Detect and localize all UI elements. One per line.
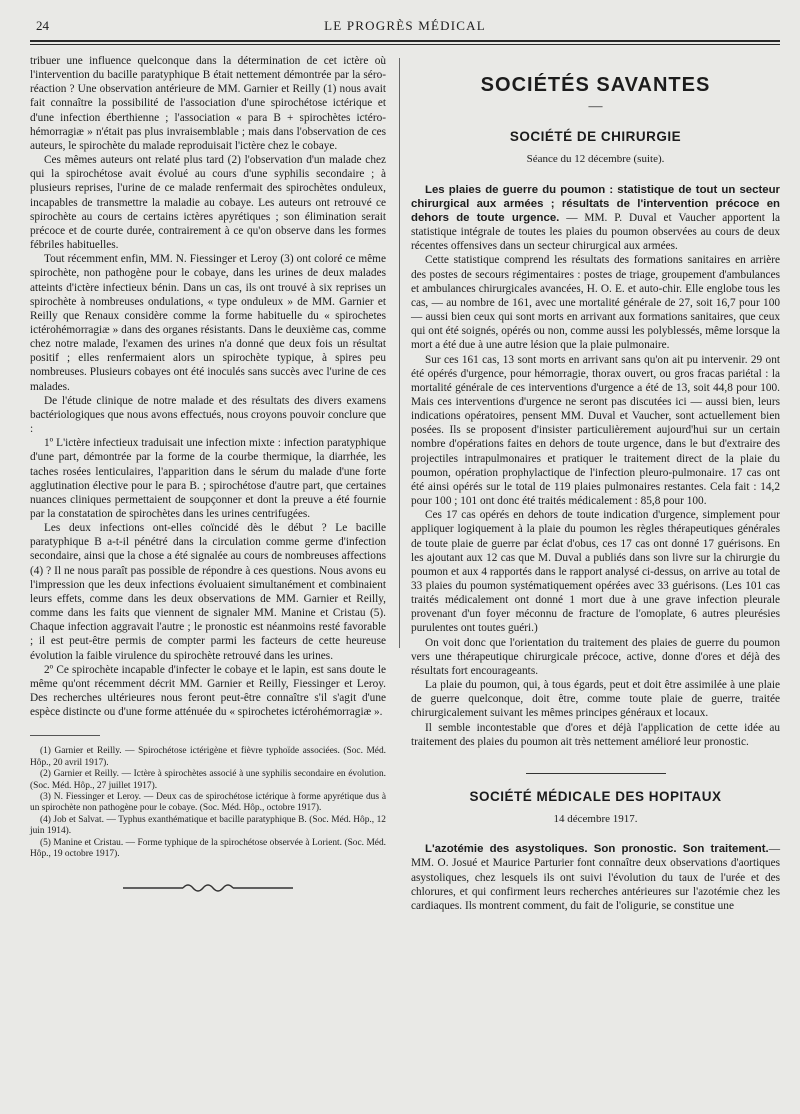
column-divider bbox=[399, 58, 400, 648]
lead-heading: Les plaies de guerre du poumon : statistique de tout un secteur chirurgical aux armées ; résultats de l'intervention précoce en dehors de toute urgence. bbox=[411, 183, 780, 224]
lead-heading: L'azotémie des asystoliques. Son pronostic. Son traitement. bbox=[425, 843, 769, 856]
body-paragraph: Tout récemment enfin, MM. N. Fiessinger et Leroy (3) ont coloré ce même spirochète, non pathogène pour le cobaye, dans les urines de deux malades atteints d'ictère infectieux bénin. Dans un cas, ils ont trouvé à six reprises un spirochète à nombreuses ondulations, « type onduleux » de MM. Garnier et Reilly que Renaux considère comme la forme habituelle du « spirochetes ictérohémorragiæ » dans des organes résistants. Dans le deuxième cas, comme chez notre malade, l'examen des urines n'a donné que deux fois un résultat positif ; elles renfermaient alors un spirochète typique, à spires peu nombreuses. Plusieurs cobayes ont été inoculés sans succès avec l'urine de ces malades. bbox=[30, 253, 386, 393]
ornament-squiggle bbox=[30, 882, 386, 894]
body-paragraph: De l'étude clinique de notre malade et des résultats des divers examens bactériologiques que nous avons effectués, nous croyons pouvoir conclure que : bbox=[30, 394, 386, 436]
body-paragraph: On voit donc que l'orientation du traitement des plaies de guerre du poumon vers une thérapeutique chirurgicale précoce, active, donne d'ores et déjà des résultats fort encourageants. bbox=[411, 636, 780, 677]
lead-text: — MM. O. Josué et Maurice Parturier font connaître deux observations d'aortiques asystoliques, chez lesquels ils ont suivi l'évolution du taux de l'urée et des chlorures, et qui confirment leurs recherches antérieures sur l'azotémie chez les cardiaques. Ils montrent comment, du fait de l'oligurie, se constitue une bbox=[411, 843, 780, 912]
chirurgie-title: SOCIÉTÉ DE CHIRURGIE bbox=[509, 129, 682, 145]
header-rule bbox=[30, 40, 780, 45]
chirurgie-lead-paragraph bbox=[411, 183, 780, 254]
hopitaux-lead-paragraph bbox=[411, 842, 780, 913]
page-header bbox=[30, 14, 780, 40]
footnote: (4) Job et Salvat. — Typhus exanthématique et bacille paratyphique B. (Soc. Méd. Hôp., 12 juin 1914). bbox=[30, 814, 386, 837]
left-column bbox=[30, 54, 386, 894]
section-title: SOCIÉTÉS SAVANTES bbox=[480, 74, 711, 96]
footnote: (5) Manine et Cristau. — Forme typhique de la spirochétose observée à Lorient. (Soc. Méd. Hôp., 19 octobre 1917). bbox=[30, 837, 386, 859]
body-paragraph: Ces mêmes auteurs ont relaté plus tard (2) l'observation d'un malade chez qui la spirochétose avait évolué au cours d'une syphilis secondaire ; à plusieurs reprises, l'urine de ce malade renfermait des spirochètes onduleux, incapables de transmettre la maladie au cobaye. Les auteurs ont retrouvé ce spirochète au cours de certains ictères apyrétiques ; son élimination serait précoce et de courte durée, contrairement à ce qu'on observe dans les formes fébriles habituelles. bbox=[30, 154, 386, 252]
body-paragraph: Sur ces 161 cas, 13 sont morts en arrivant sans qu'on ait pu intervenir. 29 ont été opérés d'urgence, pour hémorragie, thorax ouvert, ou gros fracas pariétal : la mortalité générale de ces interventions d'urgence a été de 13, soit 44,8 pour 100. Mais ces interventions d'urgence ne seront pas discutées ici — aussi bien, leurs indications opératoires, pensent MM. Duval et Vaucher, sont actuellement bien posées. Ils se proposent d'insister particulièrement aujourd'hui sur un certain nombre d'opérations faites en dehors de toute urgence, dans le but d'extraire des projectiles intrapulmonaires et pratiquer le traitement direct de la plaie du poumon, opération prophylactique de l'infection pleuro-pulmonaire. 17 cas ont été ainsi opérés sur le total de 119 plaies pulmonaires restantes. Cela fait : 14,2 pour 100 ; 101 ont donc été traités médicalement : 85,8 pour 100. bbox=[411, 353, 780, 508]
footnote: (1) Garnier et Reilly. — Spirochétose ictérigène et fièvre typhoïde associées. (Soc. Méd. Hôp., 20 avril 1917). bbox=[30, 746, 386, 768]
body-paragraph: Les deux infections ont-elles coïncidé dès le début ? Le bacille paratyphique B a-t-il pénétré dans la circulation comme germe d'infection secondaire, ainsi que la chose a été signalée au cours de nombreuses affections (4) ? Il ne nous paraît pas possible de répondre à ces questions. Nous avons eu l'impression que les deux infections évoluaient simultanément et combinaient leurs effets, comme dans les deux observations de MM. Garnier et Reilly, comme dans les faits que viennent de signaler MM. Manine et Cristau (5). Chaque infection aggravait l'autre ; le pronostic est néanmoins resté favorable ; il est peut-être permis de compter parmi les facteurs de cette heureuse évolution la faible virulence du spirochète retrouvé dans les urines. bbox=[30, 522, 386, 662]
subsection-rule bbox=[526, 773, 666, 774]
seance-date: Séance du 12 décembre (suite). bbox=[526, 153, 665, 166]
footnote-separator bbox=[30, 735, 100, 736]
body-paragraph: Cette statistique comprend les résultats des formations sanitaires en arrière des postes de secours régimentaires : postes de triage, groupement d'ambulances et ambulances chirurgicales avancées, H. O. E. et auto-chir. Elle englobe tous les cas, — au nombre de 161, avec une mortalité générale de 27, soit 16,7 pour 100 — aussi bien ceux qui sont morts en arrivant aux formations sanitaires, que ceux qui ont été soignés, opérés ou non, comme aussi les polyblessés, même lorsque la mort a été due à une autre lésion que la plaie pulmonaire. bbox=[411, 254, 780, 352]
lead-text: — MM. P. Duval et Vaucher apportent la statistique intégrale de toutes les plaies du poumon observées au cours de deux récentes offensives dans un secteur chirurgical aux armées. bbox=[411, 211, 781, 253]
body-paragraph: Il semble incontestable que d'ores et déjà l'application de cette idée au traitement des plaies du poumon ait très nettement amélioré leur pronostic. bbox=[411, 721, 780, 748]
body-paragraph: 1º L'ictère infectieux traduisait une infection mixte : infection paratyphique d'une part, démontrée par la forme de la courbe thermique, la diarrhée, les taches rosées lenticulaires, l'apparition dans le sérum du malade d'une forte agglutination élective pour le para B. ; spirochétose d'autre part, que certaines nuances cliniques permettaient de soupçonner et dont la preuve a été fournie par la constatation de spirochètes dans les urines centrifugées. bbox=[30, 437, 386, 520]
body-paragraph: La plaie du poumon, qui, à tous égards, peut et doit être assimilée à une plaie de guerre quelconque, doit être, comme toute plaie de guerre, traitée chirurgicalement suivant les mêmes principes généraux et locaux. bbox=[411, 679, 780, 720]
hopitaux-title: SOCIÉTÉ MÉDICALE DES HOPITAUX bbox=[469, 788, 722, 804]
page-number: 24 bbox=[36, 18, 49, 33]
footnotes bbox=[30, 746, 386, 860]
body-paragraph: tribuer une influence quelconque dans la détermination de cet ictère où l'intervention du bacille paratyphique B était nettement démontrée par la séro-réaction ? Une observation antérieure de MM. Garnier et Reilly (1) nous avait fait connaître la possibilité de l'association d'une spirochétose ictérique et d'une infection éberthienne ; l'association « para B + spirochètes ictéro-hémorragiæ » n'était pas plus invraisemblable ; mais dans l'observation de ces auteurs, le spirochète du malade reproduisait l'ictère chez le cobaye. bbox=[30, 55, 386, 152]
body-paragraph: 2º Ce spirochète incapable d'infecter le cobaye et le lapin, est sans doute le même qu'ont récemment décrit MM. Garnier et Reilly, Fiessinger et Leroy. Des recherches ultérieures nous feront peut-être connaître s'il s'agit d'une espèce distincte ou d'une forme atténuée du « spirochetes ictérohémorragiæ ». bbox=[30, 663, 386, 719]
footnote: (3) N. Fiessinger et Leroy. — Deux cas de spirochétose ictérique à forme apyrétique dus à un spirochète non pathogène pour le cobaye. (Soc. Méd. Hôp., octobre 1917). bbox=[30, 791, 386, 814]
footnote: (2) Garnier et Reilly. — Ictère à spirochètes associé à une syphilis secondaire en évolution. (Soc. Méd. Hôp., 27 juillet 1917). bbox=[30, 769, 386, 791]
running-title: LE PROGRÈS MÉDICAL bbox=[324, 18, 486, 33]
section-dash: — bbox=[588, 99, 603, 115]
body-paragraph: Ces 17 cas opérés en dehors de toute indication d'urgence, simplement pour appliquer logiquement à la plaie du poumon les règles thérapeutiques générales de toute plaie de guerre par éclat d'obus, ces 17 cas ont donné 17 guérisons. En les ajoutant aux 12 cas que M. Duval a publiés dans son livre sur la chirurgie du poumon et aux 4 rapportés dans le rapport analysé ci-dessus, on arrive au total de 33 plaies du poumon systématiquement opérées avec 33 guérisons. (Les 101 cas traités médicalement ont donné 1 mort due à une grave infection pleurale provenant d'un foyer méconnu de fracture de l'omoplate, 6 autres pleurésies purulentes ont toutes guéri.) bbox=[411, 509, 780, 635]
right-column bbox=[411, 54, 780, 913]
hopitaux-date: 14 décembre 1917. bbox=[553, 813, 638, 826]
